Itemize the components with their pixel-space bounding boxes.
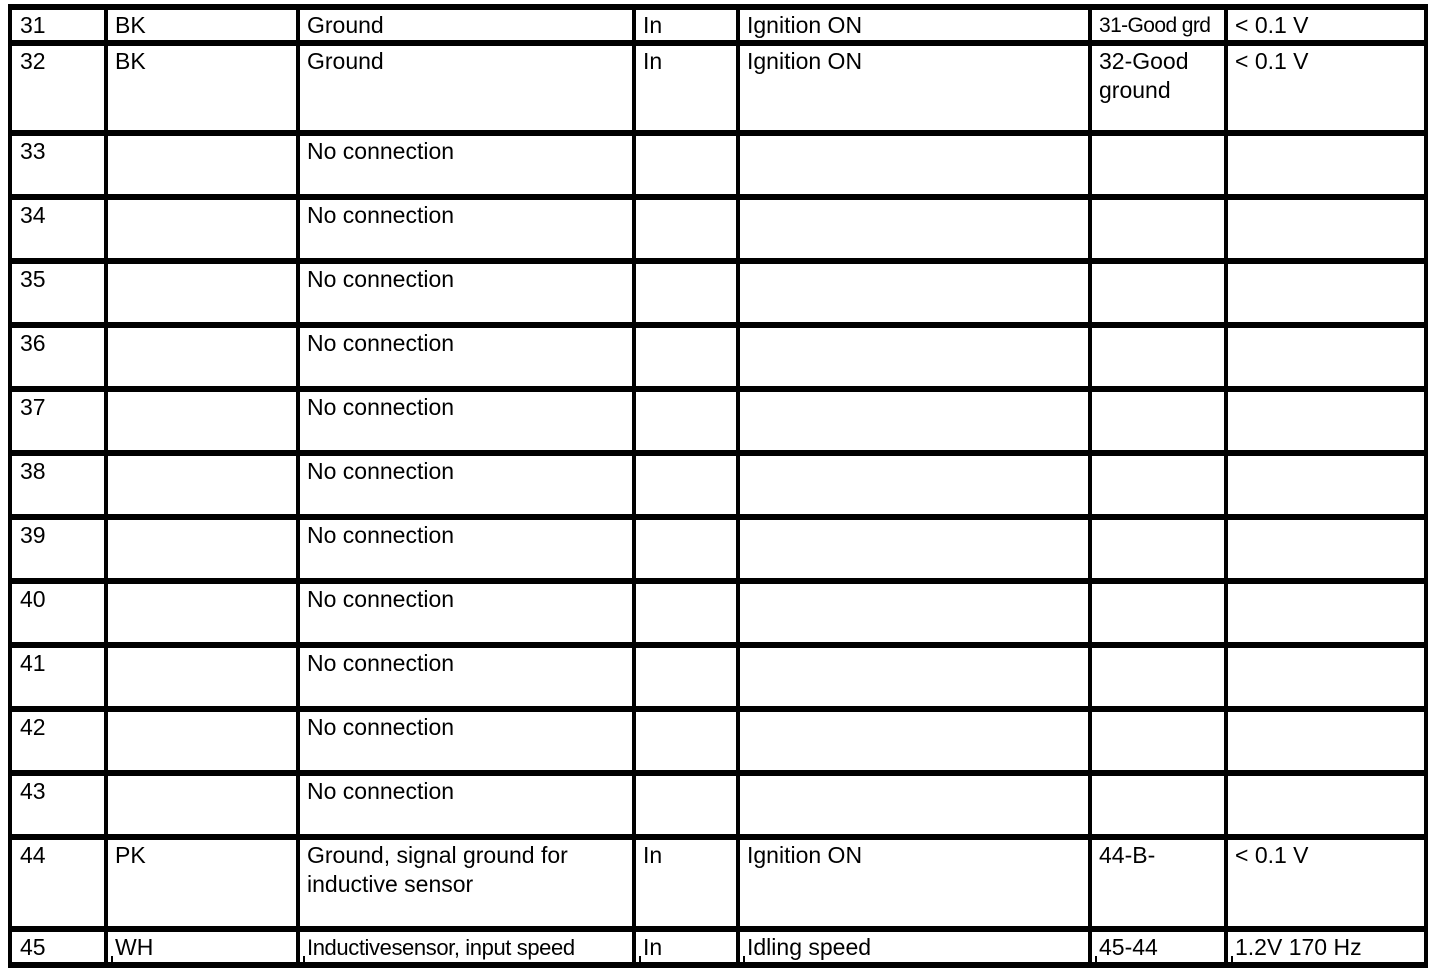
pin-number-cell (10, 325, 106, 389)
signal-direction-cell-text: In (643, 12, 663, 38)
description-cell (298, 517, 634, 581)
signal-direction-cell (634, 7, 738, 43)
pin-number-cell-text: 41 (20, 650, 46, 676)
signal-direction-cell (634, 261, 738, 325)
table-row (10, 645, 1426, 709)
test-points-cell (1090, 7, 1226, 43)
table-body (10, 7, 1426, 965)
test-condition-cell-text: Ignition ON (747, 48, 863, 74)
pin-number-cell (10, 133, 106, 197)
wire-color-cell-text: BK (115, 48, 146, 74)
test-condition-cell-text: Ignition ON (747, 842, 863, 868)
test-condition-cell (738, 197, 1090, 261)
description-cell-text: No connection (307, 778, 455, 804)
table-row (10, 133, 1426, 197)
table-row (10, 325, 1426, 389)
test-points-cell-text: 31-Good grd (1099, 14, 1211, 37)
test-condition-cell (738, 517, 1090, 581)
signal-direction-cell (634, 389, 738, 453)
test-points-cell (1090, 197, 1226, 261)
test-points-cell (1090, 133, 1226, 197)
signal-direction-cell (634, 325, 738, 389)
wire-color-cell (106, 773, 298, 837)
pin-number-cell (10, 7, 106, 43)
table-row (10, 709, 1426, 773)
wire-color-cell (106, 43, 298, 133)
pin-assignment-sheet (8, 4, 1424, 968)
test-points-cell (1090, 517, 1226, 581)
pin-number-cell-text: 40 (20, 586, 46, 612)
test-points-cell-text: 44-B- (1099, 842, 1156, 868)
wire-color-cell (106, 453, 298, 517)
description-cell (298, 133, 634, 197)
test-points-cell-text: 45-44 (1099, 934, 1158, 960)
test-points-cell (1090, 453, 1226, 517)
table-row (10, 261, 1426, 325)
pin-number-cell (10, 837, 106, 929)
pin-number-cell-text: 44 (20, 842, 46, 868)
nominal-value-cell (1226, 773, 1426, 837)
description-cell (298, 197, 634, 261)
wire-color-cell (106, 709, 298, 773)
test-points-cell (1090, 709, 1226, 773)
description-cell-text: Ground (307, 12, 384, 38)
description-cell-text: No connection (307, 138, 455, 164)
test-condition-cell (738, 709, 1090, 773)
table-row (10, 43, 1426, 133)
signal-direction-cell (634, 581, 738, 645)
test-condition-cell (738, 325, 1090, 389)
test-condition-cell (738, 133, 1090, 197)
wire-color-cell (106, 7, 298, 43)
test-condition-cell (738, 261, 1090, 325)
pin-number-cell (10, 43, 106, 133)
signal-direction-cell (634, 517, 738, 581)
nominal-value-cell-text: < 0.1 V (1235, 48, 1309, 74)
description-cell (298, 709, 634, 773)
column-divider-tick (1095, 956, 1097, 968)
nominal-value-cell (1226, 7, 1426, 43)
pin-number-cell-text: 39 (20, 522, 46, 548)
test-condition-cell (738, 7, 1090, 43)
test-points-cell (1090, 43, 1226, 133)
wire-color-cell-text: BK (115, 12, 146, 38)
pin-number-cell-text: 34 (20, 202, 46, 228)
signal-direction-cell-text: In (643, 48, 663, 74)
pin-number-cell-text: 42 (20, 714, 46, 740)
test-condition-cell-text: Ignition ON (747, 12, 863, 38)
description-cell-text: No connection (307, 714, 455, 740)
test-condition-cell (738, 453, 1090, 517)
description-cell-text: No connection (307, 202, 455, 228)
wire-color-cell (106, 197, 298, 261)
pin-number-cell-text: 38 (20, 458, 46, 484)
table-row (10, 389, 1426, 453)
pin-number-cell (10, 645, 106, 709)
signal-direction-cell (634, 773, 738, 837)
nominal-value-cell (1226, 261, 1426, 325)
nominal-value-cell (1226, 43, 1426, 133)
nominal-value-cell (1226, 197, 1426, 261)
test-points-cell (1090, 645, 1226, 709)
test-points-cell (1090, 261, 1226, 325)
table-row (10, 197, 1426, 261)
pin-number-cell-text: 33 (20, 138, 46, 164)
description-cell-text: Ground, signal ground for inductive sensor (307, 842, 568, 897)
pin-number-cell-text: 32 (20, 48, 46, 74)
description-cell-text: No connection (307, 522, 455, 548)
nominal-value-cell-text: < 0.1 V (1235, 12, 1309, 38)
signal-direction-cell (634, 645, 738, 709)
test-condition-cell (738, 773, 1090, 837)
signal-direction-cell-text: In (643, 842, 663, 868)
description-cell-text: No connection (307, 394, 455, 420)
table-row (10, 837, 1426, 929)
nominal-value-cell (1226, 389, 1426, 453)
signal-direction-cell (634, 133, 738, 197)
test-condition-cell (738, 837, 1090, 929)
pin-number-cell-text: 43 (20, 778, 46, 804)
pin-number-cell-text: 45 (20, 934, 46, 960)
nominal-value-cell-text: 1.2V 170 Hz (1235, 934, 1362, 960)
description-cell (298, 645, 634, 709)
pin-number-cell-text: 31 (20, 12, 46, 38)
signal-direction-cell (634, 837, 738, 929)
wire-color-cell (106, 645, 298, 709)
test-condition-cell (738, 43, 1090, 133)
wire-color-cell (106, 517, 298, 581)
test-condition-cell (738, 581, 1090, 645)
description-cell-text: No connection (307, 330, 455, 356)
test-condition-cell-text: Idling speed (747, 934, 872, 960)
description-cell-text: Ground (307, 48, 384, 74)
test-condition-cell (738, 389, 1090, 453)
description-cell (298, 7, 634, 43)
pin-number-cell-text: 36 (20, 330, 46, 356)
description-cell (298, 325, 634, 389)
nominal-value-cell (1226, 645, 1426, 709)
description-cell-text: No connection (307, 266, 455, 292)
table-row (10, 581, 1426, 645)
pin-number-cell (10, 453, 106, 517)
nominal-value-cell (1226, 325, 1426, 389)
wire-color-cell (106, 261, 298, 325)
nominal-value-cell (1226, 517, 1426, 581)
test-points-cell (1090, 773, 1226, 837)
wire-color-cell (106, 389, 298, 453)
nominal-value-cell (1226, 453, 1426, 517)
pin-assignment-table (8, 4, 1428, 968)
wire-color-cell-text: PK (115, 842, 146, 868)
pin-number-cell-text: 37 (20, 394, 46, 420)
test-points-cell (1090, 837, 1226, 929)
description-cell-text: Inductivesensor, input speed (307, 935, 575, 960)
description-cell-text: No connection (307, 586, 455, 612)
column-divider-tick (111, 956, 113, 968)
description-cell (298, 453, 634, 517)
signal-direction-cell (634, 197, 738, 261)
column-divider-tick (1231, 956, 1233, 968)
nominal-value-cell (1226, 581, 1426, 645)
pin-number-cell (10, 773, 106, 837)
table-continuation-ticks (16, 956, 1432, 970)
table-row (10, 517, 1426, 581)
description-cell (298, 261, 634, 325)
table-row (10, 773, 1426, 837)
wire-color-cell (106, 837, 298, 929)
pin-number-cell (10, 709, 106, 773)
description-cell (298, 581, 634, 645)
pin-number-cell (10, 261, 106, 325)
wire-color-cell (106, 325, 298, 389)
column-divider-tick (743, 956, 745, 968)
nominal-value-cell (1226, 133, 1426, 197)
test-condition-cell (738, 645, 1090, 709)
pin-number-cell (10, 197, 106, 261)
column-divider-tick (639, 956, 641, 968)
test-points-cell (1090, 389, 1226, 453)
wire-color-cell (106, 133, 298, 197)
pin-number-cell-text: 35 (20, 266, 46, 292)
test-points-cell (1090, 581, 1226, 645)
table-row (10, 7, 1426, 43)
nominal-value-cell (1226, 837, 1426, 929)
pin-number-cell (10, 581, 106, 645)
description-cell-text: No connection (307, 650, 455, 676)
pin-number-cell (10, 517, 106, 581)
column-divider-tick (303, 956, 305, 968)
description-cell (298, 837, 634, 929)
description-cell (298, 773, 634, 837)
nominal-value-cell (1226, 709, 1426, 773)
pin-number-cell (10, 389, 106, 453)
description-cell (298, 43, 634, 133)
description-cell (298, 389, 634, 453)
wire-color-cell (106, 581, 298, 645)
signal-direction-cell (634, 453, 738, 517)
description-cell-text: No connection (307, 458, 455, 484)
wire-color-cell-text: WH (115, 934, 154, 960)
signal-direction-cell (634, 43, 738, 133)
test-points-cell (1090, 325, 1226, 389)
table-row (10, 453, 1426, 517)
test-points-cell-text: 32-Good ground (1099, 48, 1189, 103)
signal-direction-cell (634, 709, 738, 773)
signal-direction-cell-text: In (643, 934, 663, 960)
nominal-value-cell-text: < 0.1 V (1235, 842, 1309, 868)
